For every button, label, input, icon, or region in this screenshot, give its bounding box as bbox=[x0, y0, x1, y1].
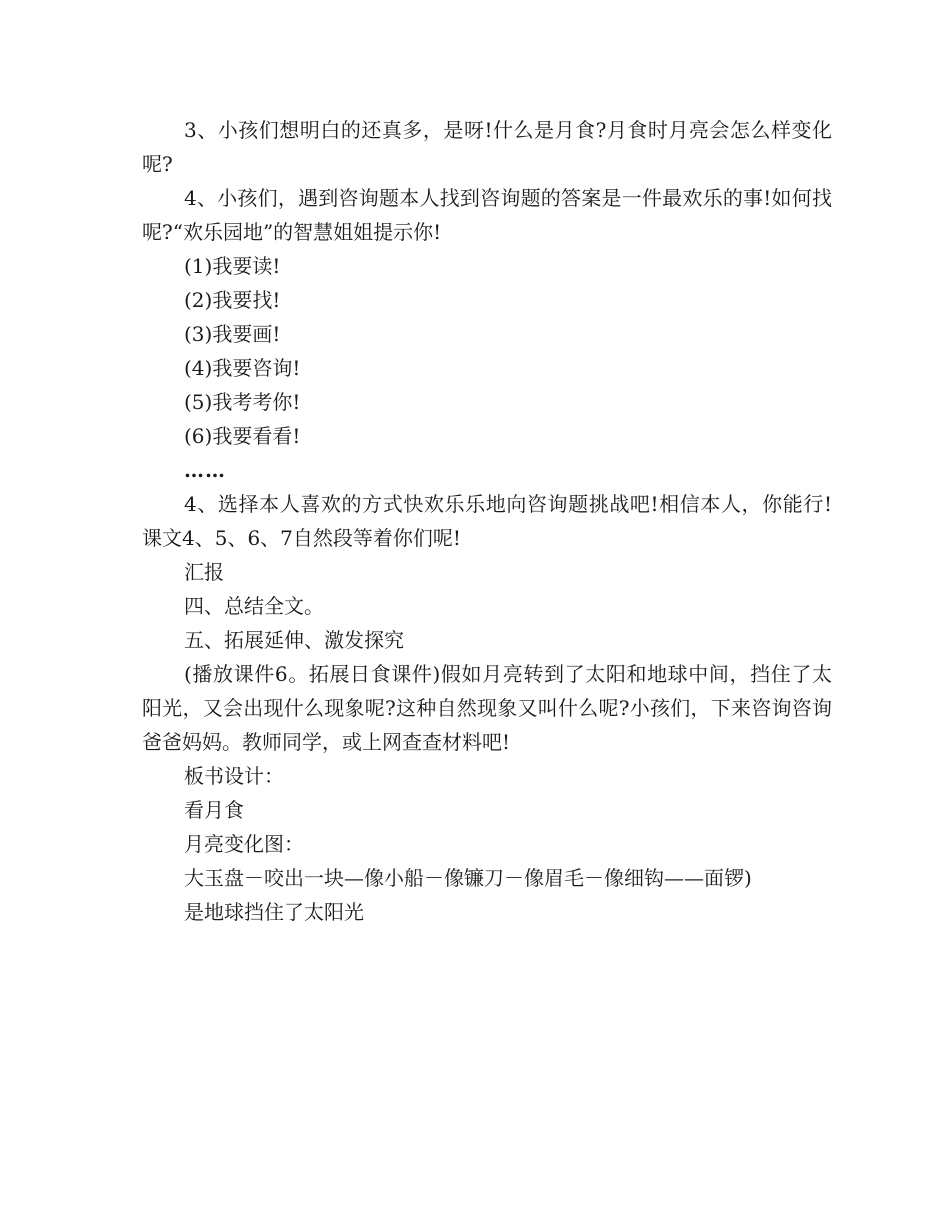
section-extend-heading: 五、拓展延伸、激发探究 bbox=[184, 628, 404, 652]
board-title: 看月食 bbox=[184, 798, 244, 822]
paragraph-choose-method: 4、选择本人喜欢的方式快欢乐乐地向咨询题挑战吧!相信本人，你能行!课文4、5、6、7自然段等着你们呢! bbox=[142, 492, 832, 550]
list-item: (1)我要读! bbox=[184, 254, 281, 278]
moon-sequence: 大玉盘－咬出一块—像小船－像镰刀－像眉毛－像细钩——面锣) bbox=[184, 866, 752, 890]
board-design-label: 板书设计： bbox=[184, 764, 284, 788]
cause-line: 是地球挡住了太阳光 bbox=[184, 900, 364, 924]
paragraph-question-3: 3、小孩们想明白的还真多，是呀!什么是月食?月食时月亮会怎么样变化呢? bbox=[142, 118, 832, 176]
section-summary: 四、总结全文。 bbox=[184, 594, 324, 618]
list-item: (6)我要看看! bbox=[184, 424, 301, 448]
list-item: (4)我要咨询! bbox=[184, 356, 301, 380]
ellipsis: …… bbox=[184, 458, 226, 482]
list-item: (2)我要找! bbox=[184, 288, 281, 312]
list-item: (5)我考考你! bbox=[184, 390, 301, 414]
list-item: (3)我要画! bbox=[184, 322, 281, 346]
moon-chart-label: 月亮变化图： bbox=[184, 832, 304, 856]
paragraph-question-4: 4、小孩们，遇到咨询题本人找到咨询题的答案是一件最欢乐的事!如何找呢?“欢乐园地”的智慧姐姐提示你! bbox=[142, 186, 832, 244]
paragraph-extend-body: (播放课件6。拓展日食课件)假如月亮转到了太阳和地球中间，挡住了太阳光，又会出现什么现象呢?这种自然现象又叫什么呢?小孩们，下来咨询咨询爸爸妈妈。教师同学，或上网查查材料吧! bbox=[142, 662, 832, 754]
document-body bbox=[142, 113, 832, 929]
paragraph-report: 汇报 bbox=[184, 560, 224, 584]
